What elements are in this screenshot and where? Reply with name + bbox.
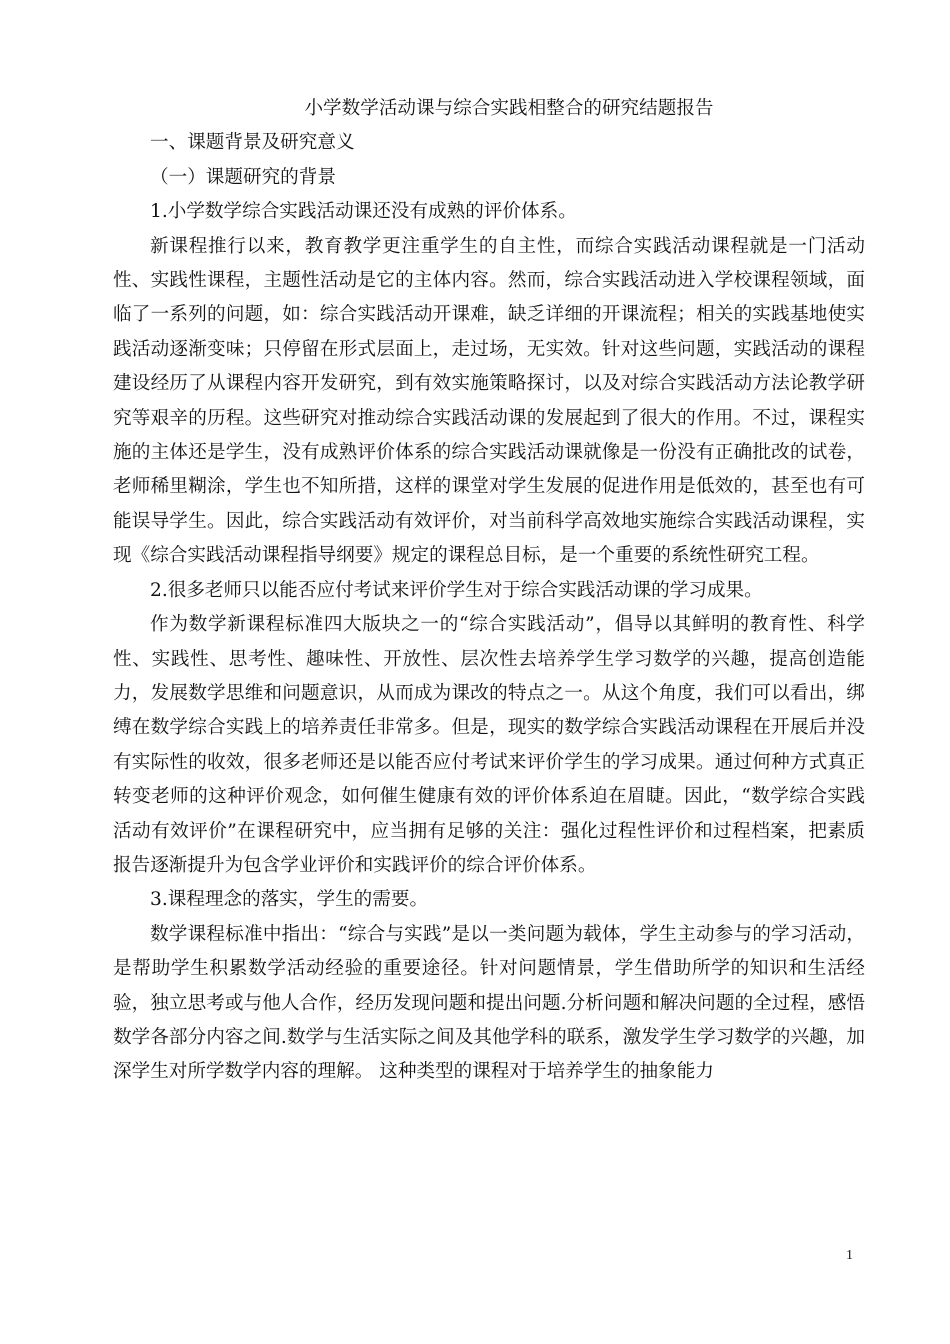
point-heading-3: 3.课程理念的落实，学生的需要。 bbox=[150, 889, 429, 911]
paragraph-point-2: 作为数学新课程标准四大版块之一的“综合实践活动”，倡导以其鲜明的教育性、科学性、实践性、思考性、趣味性、开放性、层次性去培养学生学习数学的兴趣，提高创造能力，发展数学思维和问题意识，从而成为课改的特点之一。从这个角度，我们可以看出，绑缚在数学综合实践上的培养责任非常多。但是，现实的数学综合实践活动课程在开展后并没有实际性的收效，很多老师还是以能否应付考试来评价学生的学习成果。通过何种方式真正转变老师的这种评价观念，如何催生健康有效的评价体系迫在眉睫。因此，“数学综合实践活动有效评价”在课程研究中，应当拥有足够的关注：强化过程性评价和过程档案，把素质报告逐渐提升为包含学业评价和实践评价的综合评价体系。 bbox=[113, 614, 865, 876]
point-heading-2: 2.很多老师只以能否应付考试来评价学生对于综合实践活动课的学习成果。 bbox=[150, 579, 763, 601]
paragraph-point-1: 新课程推行以来，教育教学更注重学生的自主性，而综合实践活动课程就是一门活动性、实践性课程，主题性活动是它的主体内容。然而，综合实践活动进入学校课程领域，面临了一系列的问题，如：综合实践活动开课难，缺乏详细的开课流程；相关的实践基地使实践活动逐渐变味；只停留在形式层面上，走过场，无实效。针对这些问题，实践活动的课程建设经历了从课程内容开发研究，到有效实施策略探讨，以及对综合实践活动方法论教学研究等艰辛的历程。这些研究对推动综合实践活动课的发展起到了很大的作用。不过，课程实施的主体还是学生，没有成熟评价体系的综合实践活动课就像是一份没有正确批改的试卷，老师稀里糊涂，学生也不知所措，这样的课堂对学生发展的促进作用是低效的，甚至也有可能误导学生。因此，综合实践活动有效评价，对当前科学高效地实施综合实践活动课程，实现《综合实践活动课程指导纲要》规定的课程总目标，是一个重要的系统性研究工程。 bbox=[113, 235, 865, 567]
section-heading-background-significance: 一、课题背景及研究意义 bbox=[150, 132, 355, 154]
subsection-heading-research-background: （一）课题研究的背景 bbox=[150, 166, 336, 188]
page-number: 1 bbox=[846, 1248, 853, 1263]
document-body bbox=[113, 92, 865, 1090]
paragraph-point-3: 数学课程标准中指出：“综合与实践”是以一类问题为载体，学生主动参与的学习活动，是帮助学生积累数学活动经验的重要途径。针对问题情景，学生借助所学的知识和生活经验，独立思考或与他人合作，经历发现问题和提出问题.分析问题和解决问题的全过程，感悟数学各部分内容之间.数学与生活实际之间及其他学科的联系，激发学生学习数学的兴趣，加深学生对所学数学内容的理解。 这种类型的课程对于培养学生的抽象能力 bbox=[113, 923, 865, 1083]
document-title: 小学数学活动课与综合实践相整合的研究结题报告 bbox=[304, 98, 714, 119]
point-heading-1: 1.小学数学综合实践活动课还没有成熟的评价体系。 bbox=[150, 201, 577, 223]
